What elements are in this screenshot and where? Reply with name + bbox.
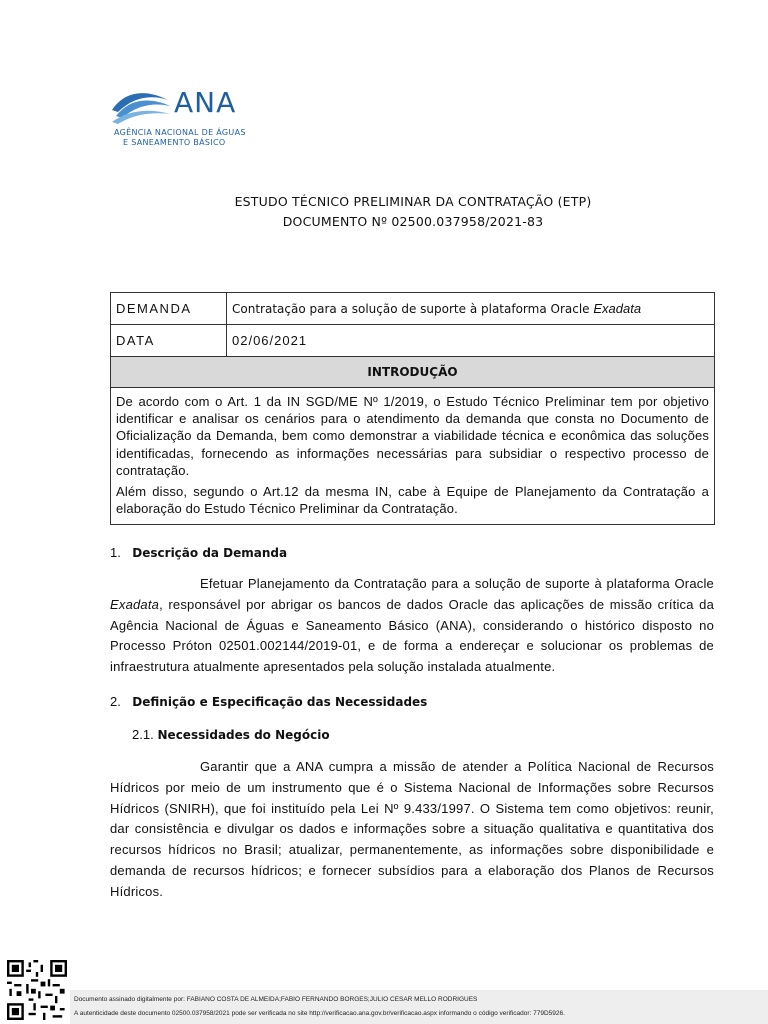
- intro-paragraph-1: De acordo com o Art. 1 da IN SGD/ME Nº 1/2019, o Estudo Técnico Preliminar tem por objetivo identificar e analisar os cenários para o atendimento da demanda que consta no Documento de Oficialização da Demanda, bem como demonstrar a viabilidade técnica e econômica das soluções identificadas, fornecendo as informações necessárias para subsidiar o respectivo processo de contratação.: [116, 394, 709, 478]
- table-row-demanda: [111, 293, 715, 325]
- wave-logo-icon: [110, 84, 172, 124]
- introducao-header: INTRODUÇÃO: [111, 357, 715, 388]
- demanda-value: Contratação para a solução de suporte à plataforma Oracle Exadata: [227, 293, 715, 325]
- signature-footer: [70, 990, 768, 1024]
- demanda-label: DEMANDA: [111, 293, 227, 325]
- section-1-number: 1.: [110, 545, 121, 560]
- data-label: DATA: [111, 325, 227, 357]
- introducao-body: [111, 388, 715, 525]
- agency-logo: [110, 84, 270, 154]
- logo-subtitle-line2: E SANEAMENTO BÁSICO: [123, 138, 226, 147]
- logo-subtitle-line1: AGÊNCIA NACIONAL DE ÁGUAS: [114, 128, 246, 137]
- qr-code-icon: [6, 960, 68, 1020]
- section-2-1-paragraph: Garantir que a ANA cumpra a missão de atender a Política Nacional de Recursos Hídricos por meio de um instrumento que é o Sistema Nacional de Informações sobre Recursos Hídricos (SNIRH), que foi instituído pela Lei Nº 9.433/1997. O Sistema tem como objetivos: reunir, dar consistência e divulgar os dados e informações sobre a situação qualitativa e quantitativa dos recursos hídricos no Brasil; atualizar, permanentemente, as informações sobre disponibilidade e demanda de recursos hídricos; e fornecer subsídios para a elaboração dos Planos de Recursos Hídricos.: [110, 759, 714, 899]
- info-table: [110, 292, 715, 525]
- section-2-heading: [110, 694, 427, 709]
- section-1-heading: [110, 545, 287, 560]
- table-row-introducao-header: [111, 357, 715, 388]
- section-2-title: Definição e Especificação das Necessidades: [132, 695, 428, 709]
- data-value: 02/06/2021: [227, 325, 715, 357]
- section-2-number: 2.: [110, 694, 121, 709]
- intro-paragraph-2: Além disso, segundo o Art.12 da mesma IN, cabe à Equipe de Planejamento da Contratação a elaboração do Estudo Técnico Preliminar da Contratação.: [116, 484, 709, 517]
- document-title: ESTUDO TÉCNICO PRELIMINAR DA CONTRATAÇÃO (ETP): [234, 194, 592, 209]
- table-row-data: [111, 325, 715, 357]
- verification-line: A autenticidade deste documento 02500.037958/2021 pode ser verificada no site http://verificacao.ana.gov.br/verificacao.aspx informando o código verificador: 779D5926.: [74, 1010, 565, 1017]
- section-1-title: Descrição da Demanda: [132, 546, 288, 560]
- signature-line: Documento assinado digitalmente por: FABIANO COSTA DE ALMEIDA;FABIO FERNANDO BORGES;JULIO CESAR MELLO RODRIGUES: [74, 996, 478, 1003]
- section-2-1-number: 2.1.: [132, 727, 154, 742]
- logo-wordmark: ANA: [174, 86, 237, 119]
- section-1-paragraph: Efetuar Planejamento da Contratação para a solução de suporte à plataforma Oracle Exadata, responsável por abrigar os bancos de dados Oracle das aplicações de missão crítica da Agência Nacional de Águas e Saneamento Básico (ANA), considerando o histórico disposto no Processo Próton 02501.002144/2019-01, e de forma a endereçar e solucionar os problemas de infraestrutura atualmente apresentados pela solução instalada atualmente.: [110, 576, 714, 675]
- section-2-1-title: Necessidades do Negócio: [157, 728, 330, 742]
- section-2-1-heading: [132, 727, 330, 742]
- table-row-introducao-body: [111, 388, 715, 525]
- document-number: DOCUMENTO Nº 02500.037958/2021-83: [282, 214, 544, 229]
